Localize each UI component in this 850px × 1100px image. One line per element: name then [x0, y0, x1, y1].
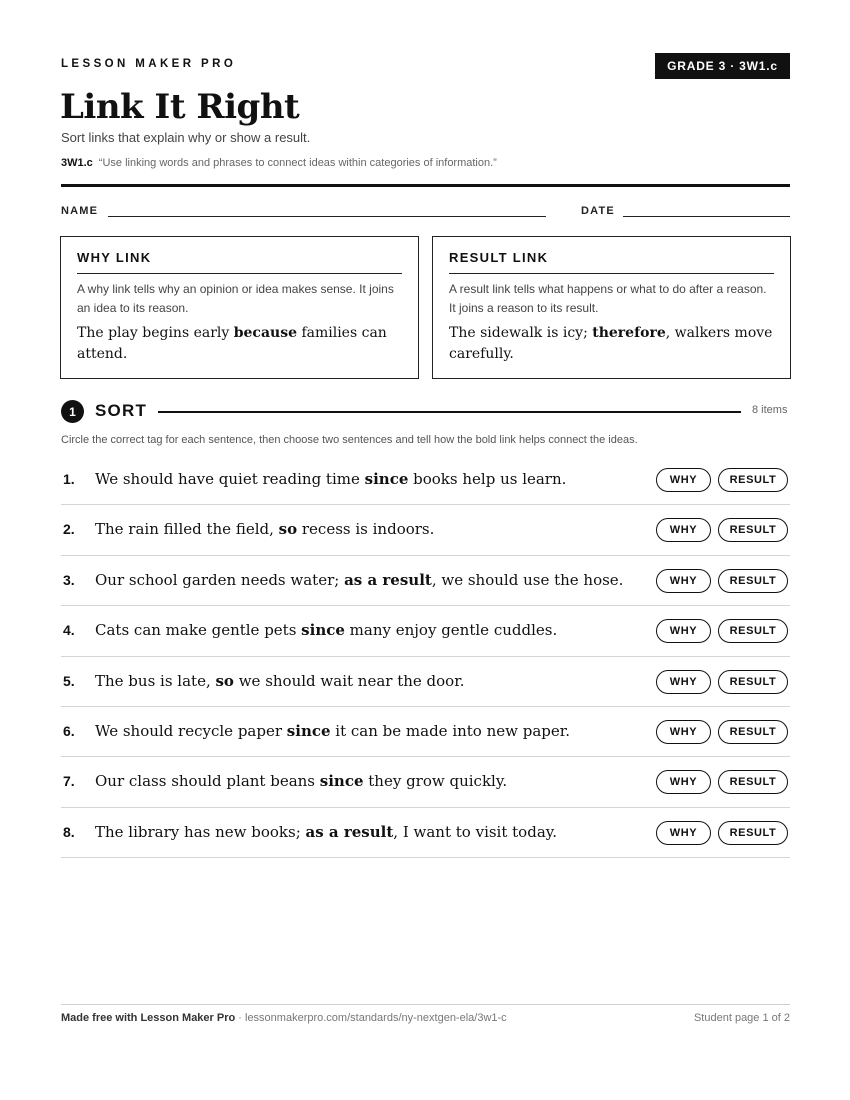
name-label: NAME [61, 205, 99, 217]
sort-item [61, 556, 790, 606]
sentence-text: The bus is late, [95, 671, 216, 690]
footer-url: · lessonmakerpro.com/standards/ny-nextgen-ela/3w1-c [235, 1012, 507, 1024]
sentence-text: , I want to visit today. [393, 822, 558, 841]
sentence-text: We should recycle paper [95, 721, 287, 740]
brand-name: LESSON MAKER PRO [61, 58, 237, 70]
footer-credit [61, 1012, 507, 1024]
result-tag-button[interactable]: RESULT [718, 770, 788, 794]
sentence-link-word: as a result [305, 822, 394, 841]
sentence-text: they grow quickly. [363, 772, 508, 791]
why-tag-button[interactable]: WHY [656, 468, 711, 492]
result-tag-button[interactable]: RESULT [718, 720, 788, 744]
item-number: 4. [63, 622, 75, 639]
item-number: 6. [63, 722, 75, 739]
sentence-text: We should have quiet reading time [95, 470, 365, 488]
sentence-text: , we should use the hose. [431, 570, 624, 589]
why-link-title: WHY LINK [77, 250, 402, 274]
why-link-box [60, 236, 419, 379]
item-sentence [95, 722, 570, 740]
item-sentence [95, 520, 434, 538]
result-link-definition: A result link tells what happens or what to do after a reason. It joins a reason to its result. [449, 282, 767, 315]
date-label: DATE [581, 205, 615, 217]
standard-line [61, 157, 497, 169]
result-tag-button[interactable]: RESULT [718, 569, 788, 593]
sentence-text: it can be made into new paper. [330, 721, 571, 740]
result-tag-button[interactable]: RESULT [718, 619, 788, 643]
item-number: 8. [63, 823, 75, 840]
why-tag-button[interactable]: WHY [656, 518, 711, 542]
item-sentence [95, 823, 557, 841]
result-tag-button[interactable]: RESULT [718, 670, 788, 694]
sentence-text: we should wait near the door. [233, 671, 465, 690]
why-tag-button[interactable]: WHY [656, 670, 711, 694]
footer-divider [61, 1004, 790, 1005]
example-link-word: because [233, 325, 297, 341]
item-sentence [95, 672, 465, 690]
item-sentence [95, 470, 566, 488]
result-tag-button[interactable]: RESULT [718, 518, 788, 542]
footer-made-text: Made free with Lesson Maker Pro [61, 1012, 236, 1024]
sort-item [61, 606, 790, 656]
why-tag-button[interactable]: WHY [656, 720, 711, 744]
item-number: 5. [63, 672, 75, 689]
sentence-text: Our class should plant beans [95, 772, 320, 791]
sentence-text: Cats can make gentle pets [95, 621, 302, 640]
grade-badge: GRADE 3 · 3W1.c [655, 53, 790, 79]
result-link-title: RESULT LINK [449, 250, 774, 274]
result-link-box [432, 236, 791, 379]
section-divider [158, 411, 741, 413]
sentence-link-word: since [364, 470, 409, 488]
item-sentence [95, 571, 623, 589]
why-link-example [77, 323, 402, 365]
result-link-example [449, 323, 774, 365]
date-field[interactable] [623, 216, 790, 217]
sentence-link-word: since [286, 721, 331, 740]
item-number: 1. [63, 471, 75, 487]
sentence-text: books help us learn. [408, 470, 567, 488]
sentence-link-word: since [319, 772, 364, 791]
sentence-link-word: since [301, 621, 345, 640]
sentence-link-word: so [215, 671, 234, 690]
section-title: SORT [95, 401, 148, 420]
footer-page-number: Student page 1 of 2 [693, 1012, 790, 1024]
section-number-badge: 1 [61, 400, 84, 423]
sort-item [61, 455, 790, 505]
sort-item [61, 808, 790, 858]
item-sentence [95, 621, 557, 639]
sort-item [61, 757, 790, 807]
example-text: The play begins early [77, 325, 234, 341]
sentence-link-word: so [278, 520, 298, 539]
sort-item [61, 657, 790, 707]
item-number: 7. [63, 773, 75, 790]
sentence-text: recess is indoors. [297, 520, 435, 539]
example-text: , walkers move carefully. [449, 325, 773, 362]
name-field[interactable] [108, 216, 546, 217]
example-text: families can attend. [77, 325, 387, 362]
item-number: 3. [63, 571, 75, 588]
sentence-text: many enjoy gentle cuddles. [344, 621, 558, 640]
sentence-text: The rain filled the field, [95, 520, 279, 539]
standard-code: 3W1.c [61, 157, 93, 169]
why-tag-button[interactable]: WHY [656, 821, 711, 845]
why-tag-button[interactable]: WHY [656, 619, 711, 643]
sentence-text: Our school garden needs water; [95, 570, 345, 589]
page-subtitle: Sort links that explain why or show a result. [61, 130, 311, 145]
why-tag-button[interactable]: WHY [656, 569, 711, 593]
sort-items-list [61, 455, 790, 858]
item-count: 8 items [752, 404, 788, 416]
why-link-definition: A why link tells why an opinion or idea makes sense. It joins an idea to its reason. [77, 282, 394, 315]
example-link-word: therefore [592, 325, 666, 341]
standard-text: “Use linking words and phrases to connect ideas within categories of information.” [98, 157, 497, 169]
result-tag-button[interactable]: RESULT [718, 468, 788, 492]
sentence-text: The library has new books; [95, 822, 306, 841]
example-text: The sidewalk is icy; [449, 325, 593, 341]
why-tag-button[interactable]: WHY [656, 770, 711, 794]
header-divider [61, 184, 790, 187]
item-sentence [95, 772, 507, 790]
sentence-link-word: as a result [344, 570, 432, 589]
section-instructions: Circle the correct tag for each sentence, then choose two sentences and tell how the bold link helps connect the ideas. [61, 434, 638, 446]
item-number: 2. [63, 521, 75, 538]
page-title: Link It Right [60, 87, 300, 127]
sort-item [61, 505, 790, 555]
result-tag-button[interactable]: RESULT [718, 821, 788, 845]
sort-item [61, 707, 790, 757]
